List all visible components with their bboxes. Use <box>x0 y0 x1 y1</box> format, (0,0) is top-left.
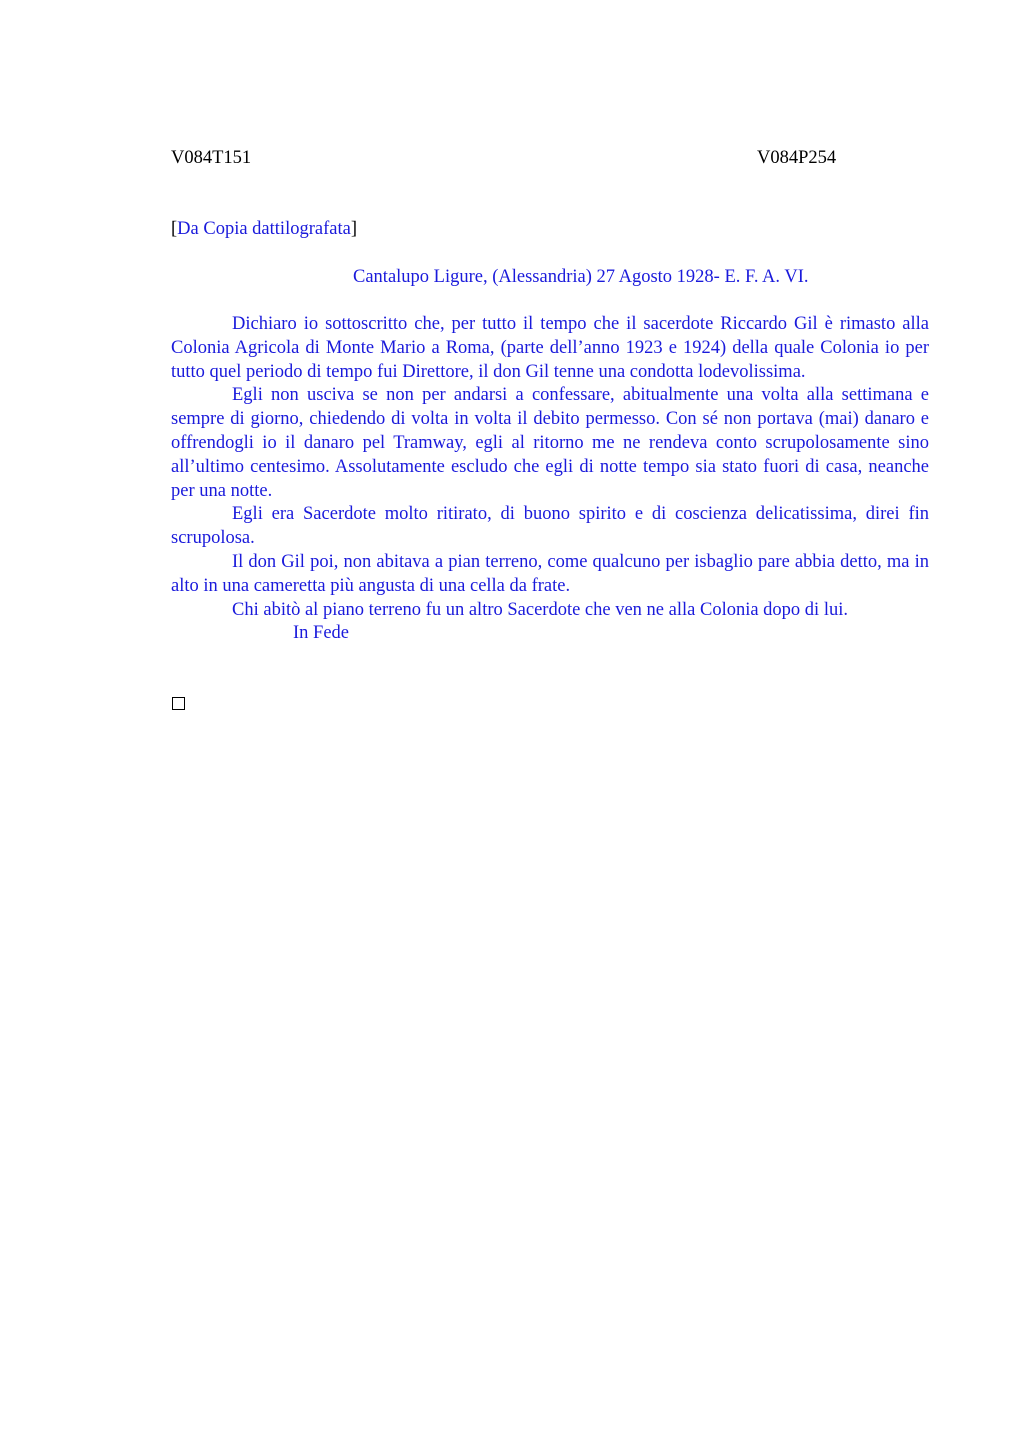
paragraph: Il don Gil poi, non abitava a pian terreno, come qualcuno per isbaglio pare abbia detto, ma in alto in una cameretta più angusta di una cella da frate. <box>171 551 929 596</box>
signature-line: In Fede <box>293 623 349 644</box>
dateline: Cantalupo Ligure, (Alessandria) 27 Agosto 1928- E. F. A. VI. <box>353 267 809 287</box>
source-open-bracket: [ <box>171 219 178 239</box>
source-note <box>171 218 357 240</box>
document-reference-right: V084P254 <box>757 148 837 168</box>
paragraph: Chi abitò al piano terreno fu un altro Sacerdote che ven ne alla Colonia dopo di lui. <box>232 599 848 620</box>
letter-body <box>171 313 929 646</box>
source-label: Da Copia dattilografata <box>177 219 351 239</box>
paragraph: Dichiaro io sottoscritto che, per tutto il tempo che il sacerdote Riccardo Gil è rimasto alla Colonia Agricola di Monte Mario a Roma, (parte dell’anno 1923 e 1924) della quale Colonia io per tutto quel periodo di tempo fui Direttore, il don Gil tenne una condotta lodevolissima. <box>171 314 929 382</box>
empty-box-symbol <box>172 697 185 710</box>
document-reference-left: V084T151 <box>171 148 252 168</box>
paragraph: Egli era Sacerdote molto ritirato, di buono spirito e di coscienza delicatissima, direi fin scrupolosa. <box>171 504 929 549</box>
source-close-bracket: ] <box>350 219 357 239</box>
paragraph: Egli non usciva se non per andarsi a confessare, abitualmente una volta alla settimana e sempre di giorno, chiedendo di volta in volta il debito permesso. Con sé non portava (mai) danaro e offrendogli io il danaro pel Tramway, egli al ritorno me ne rendeva conto scrupolosamente sino all’ultimo centesimo. Assolutamente escludo che egli di notte tempo sia stato fuori di casa, neanche per una notte. <box>171 385 929 501</box>
